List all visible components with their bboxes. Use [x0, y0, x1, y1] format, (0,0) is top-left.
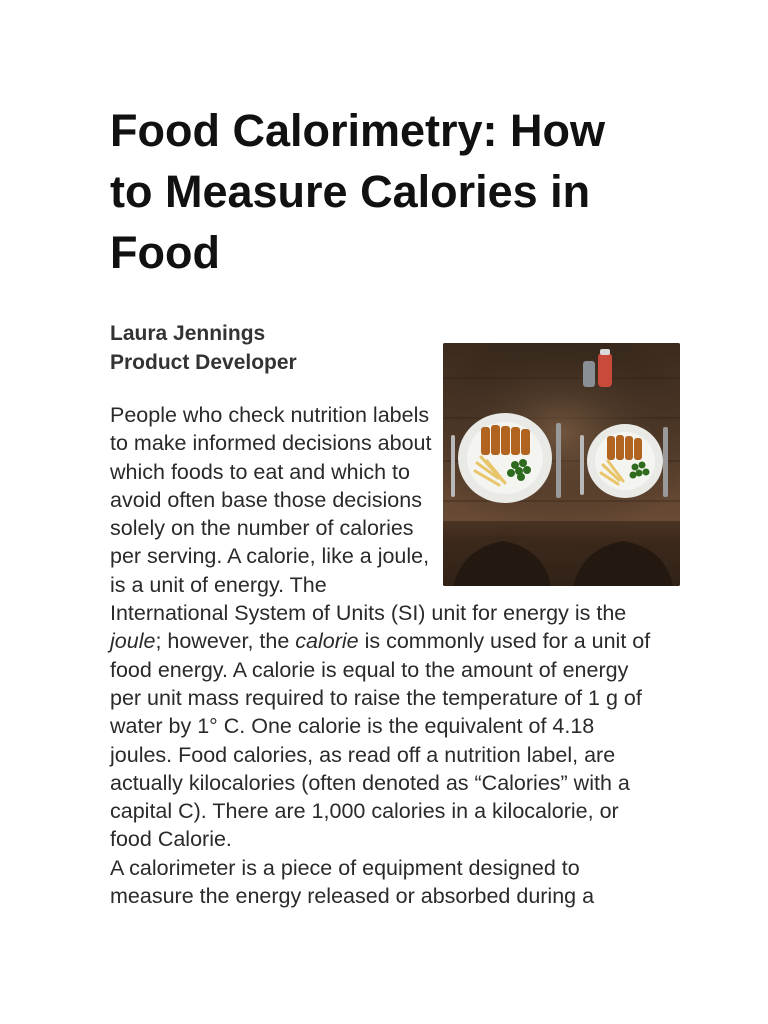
article [110, 100, 655, 910]
author-name: Laura Jennings [110, 322, 266, 345]
author-role: Product Developer [110, 351, 297, 374]
article-body [110, 401, 655, 910]
paragraph-intro-part1: People who check nutrition labels to make informed decisions about which foods to eat and which to avoid often base those decisions solely on the number of calories per serving. A calorie, like a joule, is a unit of energy. The International System of Units (SI) unit for energy is the [110, 403, 627, 626]
food-photo [443, 343, 680, 586]
paragraph-calorimeter: A calorimeter is a piece of equipment designed to measure the energy released or absorbed during a [110, 855, 595, 909]
paragraph-intro-part3: is commonly used for a unit of food energy. A calorie is equal to the amount of energy per unit mass required to raise the temperature of 1 g of water by 1° C. One calorie is the equivalent of 4.18 joules. Food calories, as read off a nutrition label, are actually kilocalories (often denoted as “Calories” with a capital C). There are 1,000 calories in a kilocalorie, or food Calorie. [110, 629, 651, 852]
photo-icon [443, 343, 680, 586]
article-title: Food Calorimetry: How to Measure Calories in Food [110, 105, 606, 278]
term-calorie: calorie [295, 629, 359, 654]
term-joule: joule [110, 629, 156, 654]
paragraph-intro-part2: ; however, the [155, 629, 296, 654]
